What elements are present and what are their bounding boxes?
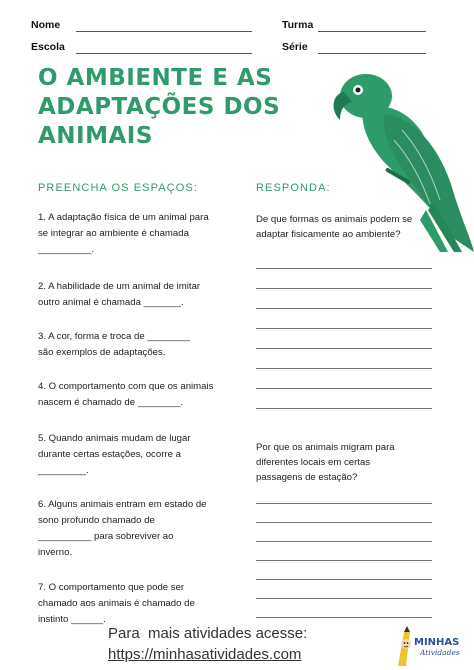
question-2: 2. A habilidade de um animal de imitar outro animal é chamada _______. — [38, 281, 201, 308]
answer-line[interactable] — [256, 503, 432, 504]
footer-text: Para mais atividades acesse: — [108, 625, 308, 642]
answer-line[interactable] — [256, 308, 432, 309]
fill-blanks-title: PREENCHA OS ESPAÇOS: — [38, 182, 198, 194]
answer-line[interactable] — [256, 522, 432, 523]
name-label: Nome — [31, 19, 61, 31]
question-3: 3. A cor, forma e troca de ________ são exemplos de adaptações. — [38, 331, 191, 358]
question-6: 6. Alguns animais entram em estado de sono profundo chamado de __________ para sobreviver ao inverno. — [38, 499, 207, 558]
minhas-atividades-logo — [394, 626, 462, 668]
class-label: Turma — [282, 19, 314, 31]
answer-line[interactable] — [256, 348, 432, 349]
question-4: 4. O comportamento com que os animais nascem é chamado de ________. — [38, 381, 214, 408]
open-question-2: Por que os animais migram para diferentes locais em certas passagens de estação? — [256, 442, 395, 483]
school-field[interactable] — [76, 53, 252, 54]
answer-line[interactable] — [256, 598, 432, 599]
answer-line[interactable] — [256, 388, 432, 389]
answer-line[interactable] — [256, 579, 432, 580]
answer-title: RESPONDA: — [256, 182, 331, 194]
question-5: 5. Quando animais mudam de lugar durante certas estações, ocorre a _________. — [38, 433, 191, 476]
answer-line[interactable] — [256, 268, 432, 269]
answer-line[interactable] — [256, 328, 432, 329]
answer-line[interactable] — [256, 560, 432, 561]
class-field[interactable] — [318, 31, 426, 32]
answer-line[interactable] — [256, 288, 432, 289]
answer-line[interactable] — [256, 368, 432, 369]
school-label: Escola — [31, 41, 65, 53]
logo-text-top: MINHAS — [414, 637, 460, 648]
name-field[interactable] — [76, 31, 252, 32]
answer-line[interactable] — [256, 541, 432, 542]
open-question-1: De que formas os animais podem se adaptar fisicamente ao ambiente? — [256, 214, 413, 240]
logo-text-bottom: Atividades — [420, 648, 460, 657]
worksheet-title: O AMBIENTE E AS ADAPTAÇÕES DOS ANIMAIS — [38, 65, 281, 149]
footer-link[interactable]: https://minhasatividades.com — [108, 646, 302, 663]
grade-field[interactable] — [318, 53, 426, 54]
answer-line[interactable] — [256, 408, 432, 409]
answer-line[interactable] — [256, 617, 432, 618]
question-7: 7. O comportamento que pode ser chamado aos animais é chamado de instinto ______. — [38, 582, 195, 625]
grade-label: Série — [282, 41, 308, 53]
question-1: 1. A adaptação física de um animal para se integrar ao ambiente é chamada __________. — [38, 212, 209, 255]
